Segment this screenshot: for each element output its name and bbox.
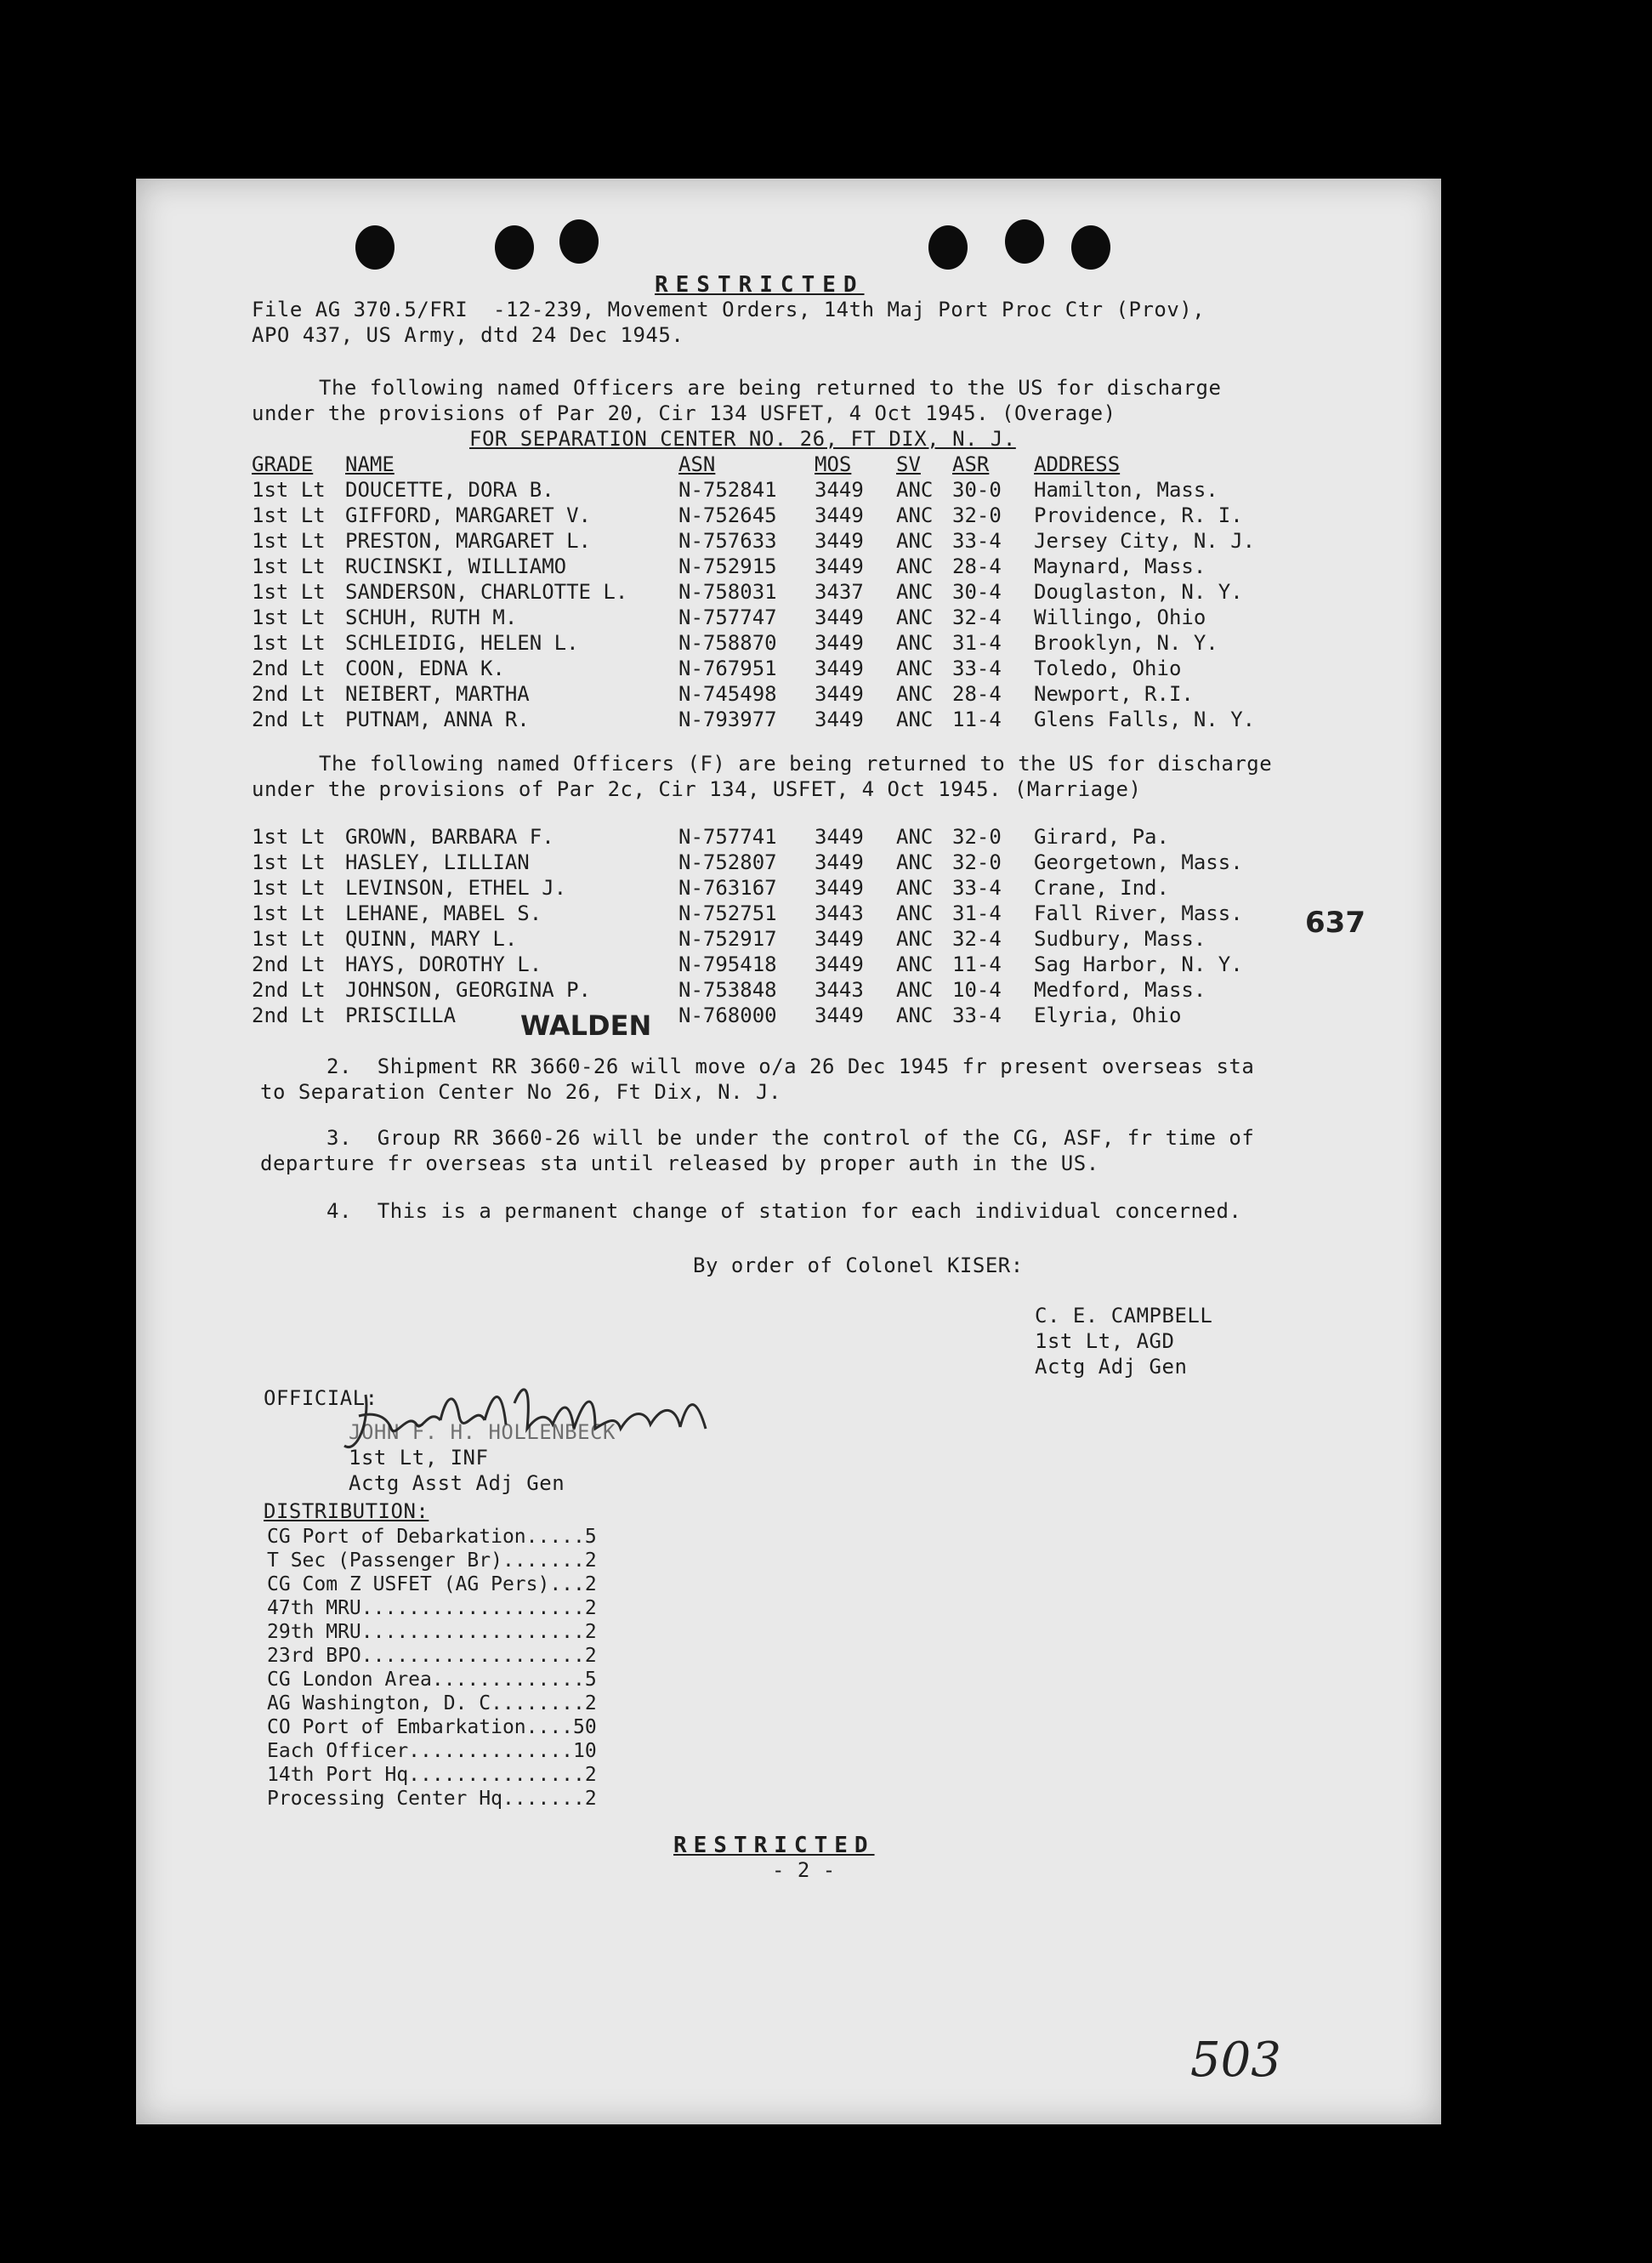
roster-cell: 3449	[815, 682, 864, 706]
roster-cell: QUINN, MARY L.	[345, 927, 518, 951]
roster-cell: 3449	[815, 850, 864, 874]
page-stamp: 637	[1305, 906, 1365, 940]
roster-cell: N-757633	[678, 529, 777, 553]
distribution-item: 14th Port Hq...............2	[267, 1764, 597, 1786]
roster-cell: ANC	[896, 529, 934, 553]
roster-cell: 11-4	[952, 952, 1002, 976]
roster-cell: 30-0	[952, 478, 1002, 502]
roster-cell: N-752807	[678, 850, 777, 874]
roster-cell: PRESTON, MARGARET L.	[345, 529, 591, 553]
roster-cell: 3443	[815, 901, 864, 925]
roster-cell: 2nd Lt	[252, 708, 326, 731]
distribution-item: 23rd BPO...................2	[267, 1645, 597, 1667]
column-header: MOS	[815, 452, 852, 476]
roster-cell: 32-0	[952, 825, 1002, 849]
para-3-line1: 3. Group RR 3660-26 will be under the control of the CG, ASF, fr time of	[326, 1126, 1255, 1150]
roster-cell: ANC	[896, 580, 934, 604]
roster-cell: 10-4	[952, 978, 1002, 1002]
roster-cell: N-795418	[678, 952, 777, 976]
roster-cell: SCHUH, RUTH M.	[345, 606, 518, 629]
roster-cell: 30-4	[952, 580, 1002, 604]
roster-cell: ANC	[896, 825, 934, 849]
distribution-list	[267, 1525, 597, 1811]
roster-cell: N-767951	[678, 657, 777, 680]
roster-cell: ANC	[896, 876, 934, 900]
signer-name: C. E. CAMPBELL	[1035, 1304, 1213, 1328]
distribution-item: T Sec (Passenger Br).......2	[267, 1549, 597, 1572]
column-header: SV	[896, 452, 921, 476]
roster-cell: 11-4	[952, 708, 1002, 731]
official-name: JOHN F. H. HOLLENBECK	[349, 1420, 616, 1444]
roster-cell: COON, EDNA K.	[345, 657, 505, 680]
roster-cell: DOUCETTE, DORA B.	[345, 478, 554, 502]
roster-cell: 1st Lt	[252, 529, 326, 553]
roster-cell: Medford, Mass.	[1034, 978, 1206, 1002]
roster-cell: 2nd Lt	[252, 978, 326, 1002]
roster-cell: 32-0	[952, 850, 1002, 874]
official-label: OFFICIAL:	[264, 1386, 378, 1410]
roster-cell: ANC	[896, 682, 934, 706]
roster-cell: 32-0	[952, 503, 1002, 527]
distribution-item: CG Port of Debarkation.....5	[267, 1526, 597, 1548]
roster-row	[252, 952, 1255, 978]
roster-cell: JOHNSON, GEORGINA P.	[345, 978, 591, 1002]
roster-row	[252, 682, 1255, 708]
distribution-item: CO Port of Embarkation....50	[267, 1716, 597, 1738]
roster-cell: 2nd Lt	[252, 657, 326, 680]
roster-cell: ANC	[896, 503, 934, 527]
roster-cell: Glens Falls, N. Y.	[1034, 708, 1256, 731]
roster-cell: 3449	[815, 1004, 864, 1027]
official-rank: 1st Lt, INF	[349, 1446, 489, 1470]
roster-cell: RUCINSKI, WILLIAMO	[345, 554, 567, 578]
para2-line1: The following named Officers (F) are being returned to the US for discharge	[319, 752, 1273, 776]
official-title: Actg Asst Adj Gen	[349, 1471, 565, 1495]
roster-cell: ANC	[896, 554, 934, 578]
roster-cell: NEIBERT, MARTHA	[345, 682, 530, 706]
roster-cell: N-758870	[678, 631, 777, 655]
roster-cell: 3437	[815, 580, 864, 604]
roster-cell: LEHANE, MABEL S.	[345, 901, 542, 925]
roster-cell: 1st Lt	[252, 901, 326, 925]
roster-cell: ANC	[896, 657, 934, 680]
punch-hole	[1071, 225, 1110, 270]
column-header: ASR	[952, 452, 990, 476]
roster-row	[252, 554, 1255, 580]
roster-cell: 31-4	[952, 901, 1002, 925]
page-number: - 2 -	[772, 1858, 836, 1882]
roster-cell: Crane, Ind.	[1034, 876, 1169, 900]
roster-cell: 33-4	[952, 876, 1002, 900]
roster-cell: 1st Lt	[252, 825, 326, 849]
para1-line1: The following named Officers are being returned to the US for discharge	[319, 376, 1222, 400]
roster-row	[252, 503, 1255, 529]
roster-cell: N-752917	[678, 927, 777, 951]
roster-cell: 32-4	[952, 606, 1002, 629]
distribution-item: CG Com Z USFET (AG Pers)...2	[267, 1573, 597, 1595]
para1-line2: under the provisions of Par 20, Cir 134 USFET, 4 Oct 1945. (Overage)	[252, 401, 1116, 425]
roster-table-marriage	[252, 825, 1255, 1029]
roster-cell: 28-4	[952, 682, 1002, 706]
restricted-header: RESTRICTED	[655, 272, 865, 298]
roster-cell: Sudbury, Mass.	[1034, 927, 1206, 951]
roster-cell: Fall River, Mass.	[1034, 901, 1243, 925]
roster-cell: ANC	[896, 978, 934, 1002]
roster-cell: 3449	[815, 952, 864, 976]
roster-header-row	[252, 452, 1255, 478]
column-header: ASN	[678, 452, 716, 476]
roster-cell: 3449	[815, 657, 864, 680]
distribution-label: DISTRIBUTION:	[264, 1499, 429, 1523]
roster-cell: ANC	[896, 952, 934, 976]
roster-cell: SANDERSON, CHARLOTTE L.	[345, 580, 628, 604]
roster-row	[252, 850, 1255, 876]
signer-title: Actg Adj Gen	[1035, 1355, 1188, 1379]
roster-cell: 1st Lt	[252, 927, 326, 951]
distribution-item: Each Officer..............10	[267, 1740, 597, 1762]
roster-cell: 1st Lt	[252, 554, 326, 578]
roster-row	[252, 657, 1255, 682]
roster-cell: 3449	[815, 631, 864, 655]
roster-cell: Brooklyn, N. Y.	[1034, 631, 1218, 655]
punch-hole	[559, 219, 599, 264]
roster-cell: ANC	[896, 478, 934, 502]
roster-cell: N-753848	[678, 978, 777, 1002]
roster-cell: HASLEY, LILLIAN	[345, 850, 530, 874]
roster-cell: Elyria, Ohio	[1034, 1004, 1182, 1027]
distribution-item: 47th MRU...................2	[267, 1597, 597, 1619]
punch-hole	[928, 225, 968, 270]
roster-table-overage	[252, 452, 1255, 733]
roster-cell: PRISCILLA	[345, 1004, 457, 1027]
roster-cell: ANC	[896, 927, 934, 951]
roster-cell: Maynard, Mass.	[1034, 554, 1206, 578]
roster-cell: Sag Harbor, N. Y.	[1034, 952, 1243, 976]
roster-row	[252, 876, 1255, 901]
roster-row	[252, 825, 1255, 850]
distribution-item: 29th MRU...................2	[267, 1621, 597, 1643]
roster-cell: N-752645	[678, 503, 777, 527]
para-3-line2: departure fr overseas sta until released by proper auth in the US.	[260, 1151, 1099, 1175]
distribution-item: CG London Area.............5	[267, 1669, 597, 1691]
para-4: 4. This is a permanent change of station for each individual concerned.	[326, 1199, 1242, 1223]
roster-cell: N-752841	[678, 478, 777, 502]
roster-row	[252, 478, 1255, 503]
roster-cell: N-793977	[678, 708, 777, 731]
roster-cell: 3449	[815, 529, 864, 553]
roster-row	[252, 529, 1255, 554]
roster-cell: Georgetown, Mass.	[1034, 850, 1243, 874]
roster-row	[252, 901, 1255, 927]
roster-cell: 33-4	[952, 529, 1002, 553]
punch-hole	[1005, 219, 1044, 264]
roster-cell: N-757741	[678, 825, 777, 849]
signer-rank: 1st Lt, AGD	[1035, 1329, 1175, 1353]
roster-cell: PUTNAM, ANNA R.	[345, 708, 530, 731]
roster-cell: ANC	[896, 606, 934, 629]
roster-cell: N-758031	[678, 580, 777, 604]
roster-cell: Toledo, Ohio	[1034, 657, 1182, 680]
punch-hole	[355, 225, 395, 270]
roster-cell: 3449	[815, 825, 864, 849]
roster-cell: 1st Lt	[252, 503, 326, 527]
roster-row	[252, 580, 1255, 606]
by-order-line: By order of Colonel KISER:	[693, 1254, 1024, 1277]
roster-cell: ANC	[896, 850, 934, 874]
roster-row	[252, 708, 1255, 733]
roster-row	[252, 978, 1255, 1004]
roster-cell: GIFFORD, MARGARET V.	[345, 503, 591, 527]
roster-cell: N-768000	[678, 1004, 777, 1027]
roster-cell: 1st Lt	[252, 631, 326, 655]
roster-cell: 3443	[815, 978, 864, 1002]
roster-cell: 2nd Lt	[252, 952, 326, 976]
roster-cell: ANC	[896, 1004, 934, 1027]
roster-cell: 33-4	[952, 657, 1002, 680]
roster-cell: 28-4	[952, 554, 1002, 578]
column-header: GRADE	[252, 452, 314, 476]
roster-cell: 2nd Lt	[252, 1004, 326, 1027]
roster-cell: SCHLEIDIG, HELEN L.	[345, 631, 579, 655]
roster-cell: 1st Lt	[252, 850, 326, 874]
roster-cell: Girard, Pa.	[1034, 825, 1169, 849]
roster-cell: 32-4	[952, 927, 1002, 951]
roster-cell: N-763167	[678, 876, 777, 900]
roster-cell: 3449	[815, 708, 864, 731]
roster-row	[252, 606, 1255, 631]
file-reference-line2: APO 437, US Army, dtd 24 Dec 1945.	[252, 323, 684, 347]
roster-cell: LEVINSON, ETHEL J.	[345, 876, 567, 900]
roster-row	[252, 631, 1255, 657]
roster-cell: N-752751	[678, 901, 777, 925]
separation-center-heading: FOR SEPARATION CENTER NO. 26, FT DIX, N. J.	[469, 427, 1016, 451]
roster-cell: Jersey City, N. J.	[1034, 529, 1256, 553]
document-page	[136, 179, 1441, 2124]
roster-cell: Newport, R.I.	[1034, 682, 1194, 706]
para-2-line1: 2. Shipment RR 3660-26 will move o/a 26 Dec 1945 fr present overseas sta	[326, 1055, 1255, 1078]
roster-cell: 3449	[815, 927, 864, 951]
roster-cell: Willingo, Ohio	[1034, 606, 1206, 629]
roster-cell: 3449	[815, 876, 864, 900]
roster-cell: 2nd Lt	[252, 682, 326, 706]
roster-cell: GROWN, BARBARA F.	[345, 825, 554, 849]
roster-cell: ANC	[896, 708, 934, 731]
roster-cell: 1st Lt	[252, 580, 326, 604]
roster-cell: 1st Lt	[252, 478, 326, 502]
roster-cell: 3449	[815, 554, 864, 578]
roster-row	[252, 927, 1255, 952]
roster-cell: HAYS, DOROTHY L.	[345, 952, 542, 976]
roster-cell: 31-4	[952, 631, 1002, 655]
roster-cell: 1st Lt	[252, 606, 326, 629]
handwritten-page-number: 503	[1190, 2033, 1281, 2088]
roster-row	[252, 1004, 1255, 1029]
roster-cell: Providence, R. I.	[1034, 503, 1243, 527]
roster-cell: 3449	[815, 606, 864, 629]
file-reference-line1: File AG 370.5/FRI -12-239, Movement Orders, 14th Maj Port Proc Ctr (Prov),	[252, 298, 1206, 321]
restricted-footer: RESTRICTED	[673, 1833, 875, 1858]
roster-cell: 33-4	[952, 1004, 1002, 1027]
roster-cell: 1st Lt	[252, 876, 326, 900]
roster-cell: Hamilton, Mass.	[1034, 478, 1218, 502]
roster-cell: 3449	[815, 478, 864, 502]
column-header: NAME	[345, 452, 395, 476]
roster-cell: Douglaston, N. Y.	[1034, 580, 1243, 604]
para2-line2: under the provisions of Par 2c, Cir 134, USFET, 4 Oct 1945. (Marriage)	[252, 777, 1142, 801]
para-2-line2: to Separation Center No 26, Ft Dix, N. J.	[260, 1080, 781, 1104]
roster-cell: 3449	[815, 503, 864, 527]
punch-hole	[495, 225, 534, 270]
roster-cell: N-752915	[678, 554, 777, 578]
distribution-item: AG Washington, D. C........2	[267, 1692, 597, 1714]
distribution-item: Processing Center Hq.......2	[267, 1788, 597, 1810]
roster-cell: ANC	[896, 631, 934, 655]
roster-cell: N-745498	[678, 682, 777, 706]
handwritten-surname: WALDEN	[520, 1009, 652, 1042]
roster-cell: ANC	[896, 901, 934, 925]
column-header: ADDRESS	[1034, 452, 1121, 476]
roster-cell: N-757747	[678, 606, 777, 629]
